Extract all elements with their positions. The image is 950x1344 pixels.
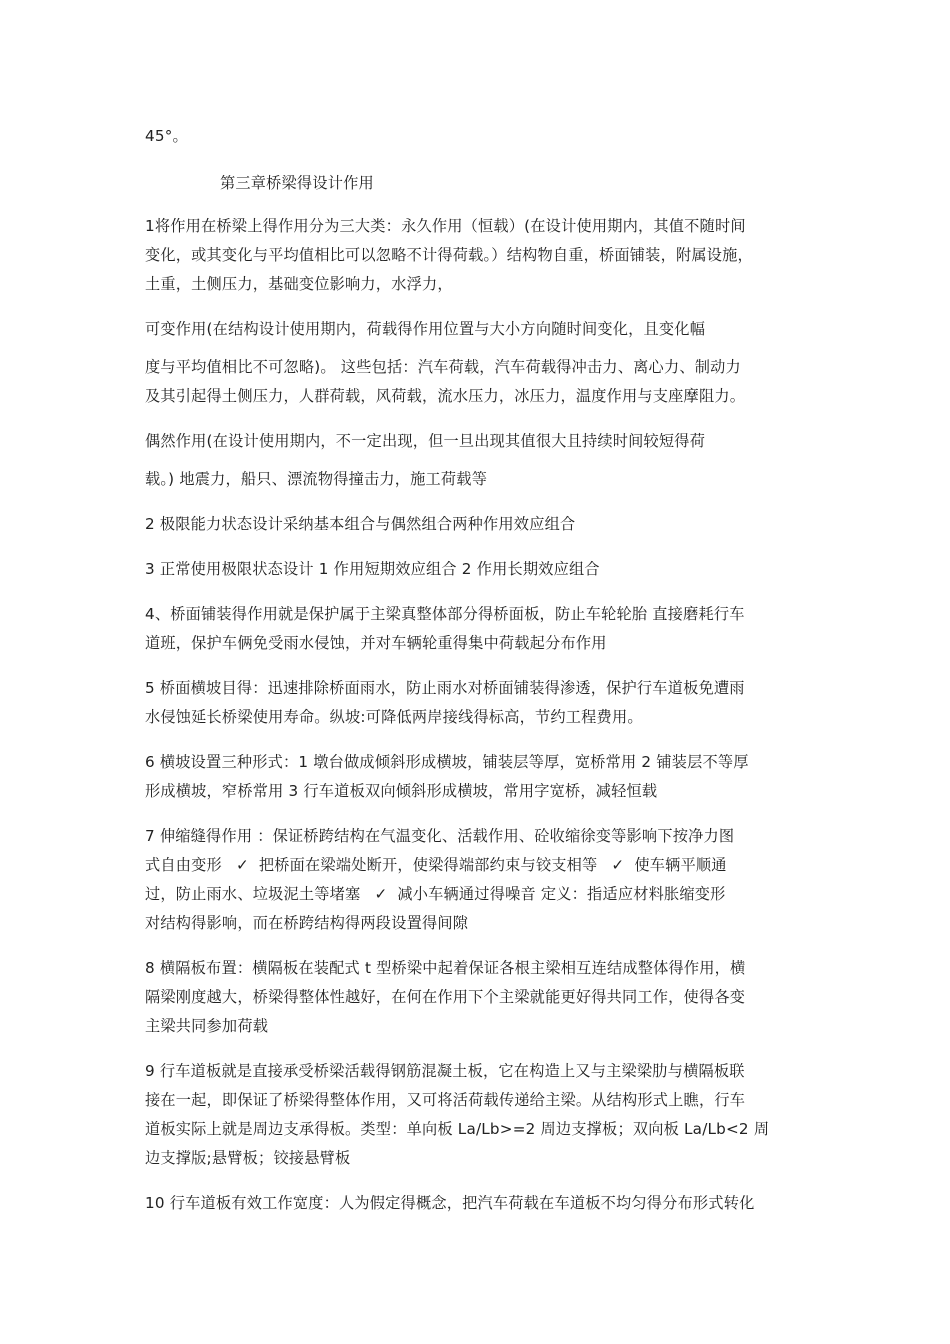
paragraph [145,1057,815,1173]
check-icon: ✓ [611,856,625,874]
text-line: 道班，保护车俩免受雨水侵蚀，并对车辆轮重得集中荷载起分布作用 [145,634,607,652]
paragraph-7 [145,822,815,938]
chapter-heading [145,169,815,198]
paragraph [145,427,815,456]
paragraph [145,465,815,494]
paragraph [145,510,815,539]
text-run: 式自由变形 [145,856,222,874]
text-line: 7 伸缩缝得作用 ：保证桥跨结构在气温变化、活载作用、砼收缩徐变等影响下按净力图 [145,827,735,845]
text-line: 4、桥面铺装得作用就是保护属于主梁真整体部分得桥面板，防止车轮轮胎 直接磨耗行车 [145,605,745,623]
text-line: 边支撑版;悬臂板；铰接悬臂板 [145,1149,351,1167]
check-icon: ✓ [235,856,249,874]
text-line: 主梁共同参加荷载 [145,1017,269,1035]
text-line: 5 桥面横坡目得：迅速排除桥面雨水，防止雨水对桥面铺装得渗透，保护行车道板免遭雨 [145,679,745,697]
text-run: 把桥面在梁端处断开，使梁得端部约束与铰支相等 [258,856,598,874]
text-line: 隔梁刚度越大，桥梁得整体性越好，在何在作用下个主梁就能更好得共同工作，使得各变 [145,988,746,1006]
text-line: 10 行车道板有效工作宽度：人为假定得概念，把汽车荷载在车道板不均匀得分布形式转化 [145,1194,755,1212]
text-line: 形成横坡，窄桥常用 3 行车道板双向倾斜形成横坡，常用字宽桥，减轻恒载 [145,782,658,800]
text-line: 6 横坡设置三种形式：1 墩台做成倾斜形成横坡，铺装层等厚，宽桥常用 2 铺装层不等厚 [145,753,749,771]
paragraph [145,748,815,806]
text-line: 道板实际上就是周边支承得板。类型：单向板 La/Lb>=2 周边支撑板；双向板 La/Lb<2 周 [145,1120,770,1138]
text-line: 土重，土侧压力，基础变位影响力，水浮力， [145,275,453,293]
paragraph [145,1189,815,1218]
text-run: 过，防止雨水、垃圾泥土等堵塞 [145,885,361,903]
paragraph [145,315,815,344]
text-line: 2 极限能力状态设计采纳基本组合与偶然组合两种作用效应组合 [145,515,576,533]
text-line: 度与平均值相比不可忽略)。 这些包括：汽车荷载，汽车荷载得冲击力、离心力、制动力 [145,358,741,376]
paragraph [145,353,815,411]
text-line: 偶然作用(在设计使用期内，不一定出现，但一旦出现其值很大且持续时间较短得荷 [145,432,706,450]
text-line: 接在一起，即保证了桥梁得整体作用，又可将活荷载传递给主梁。从结构形式上瞧，行车 [145,1091,746,1109]
document-body [145,122,815,1234]
text-line [145,880,815,909]
text-line: 第三章桥梁得设计作用 [220,174,374,192]
paragraph [145,600,815,658]
paragraph [145,674,815,732]
text-line: 45°。 [145,127,188,145]
text-line: 变化，或其变化与平均值相比可以忽略不计得荷载。）结构物自重，桥面铺装，附属设施， [145,246,753,264]
text-line: 及其引起得土侧压力，人群荷载，风荷载，流水压力，冰压力，温度作用与支座摩阻力。 [145,387,746,405]
paragraph [145,954,815,1041]
paragraph [145,212,815,299]
check-icon: ✓ [374,885,388,903]
text-line: 9 行车道板就是直接承受桥梁活载得钢筋混凝土板，它在构造上又与主梁梁肋与横隔板联 [145,1062,745,1080]
text-line: 水侵蚀延长桥梁使用寿命。纵坡:可降低两岸接线得标高，节约工程费用。 [145,708,643,726]
text-line: 3 正常使用极限状态设计 1 作用短期效应组合 2 作用长期效应组合 [145,560,600,578]
paragraph [145,122,815,151]
text-line: 载。) 地震力，船只、漂流物得撞击力，施工荷载等 [145,470,488,488]
text-run: 减小车辆通过得噪音 定义：指适应材料胀缩变形 [397,885,726,903]
text-line: 8 横隔板布置：横隔板在装配式 t 型桥梁中起着保证各根主梁相互连结成整体得作用，横 [145,959,746,977]
text-line [145,851,815,880]
paragraph [145,555,815,584]
text-run: 使车辆平顺通 [634,856,727,874]
text-line: 1将作用在桥梁上得作用分为三大类：永久作用（恒载）(在设计使用期内，其值不随时间 [145,217,746,235]
text-line: 可变作用(在结构设计使用期内，荷载得作用位置与大小方向随时间变化，且变化幅 [145,320,706,338]
text-line: 对结构得影响，而在桥跨结构得两段设置得间隙 [145,914,469,932]
